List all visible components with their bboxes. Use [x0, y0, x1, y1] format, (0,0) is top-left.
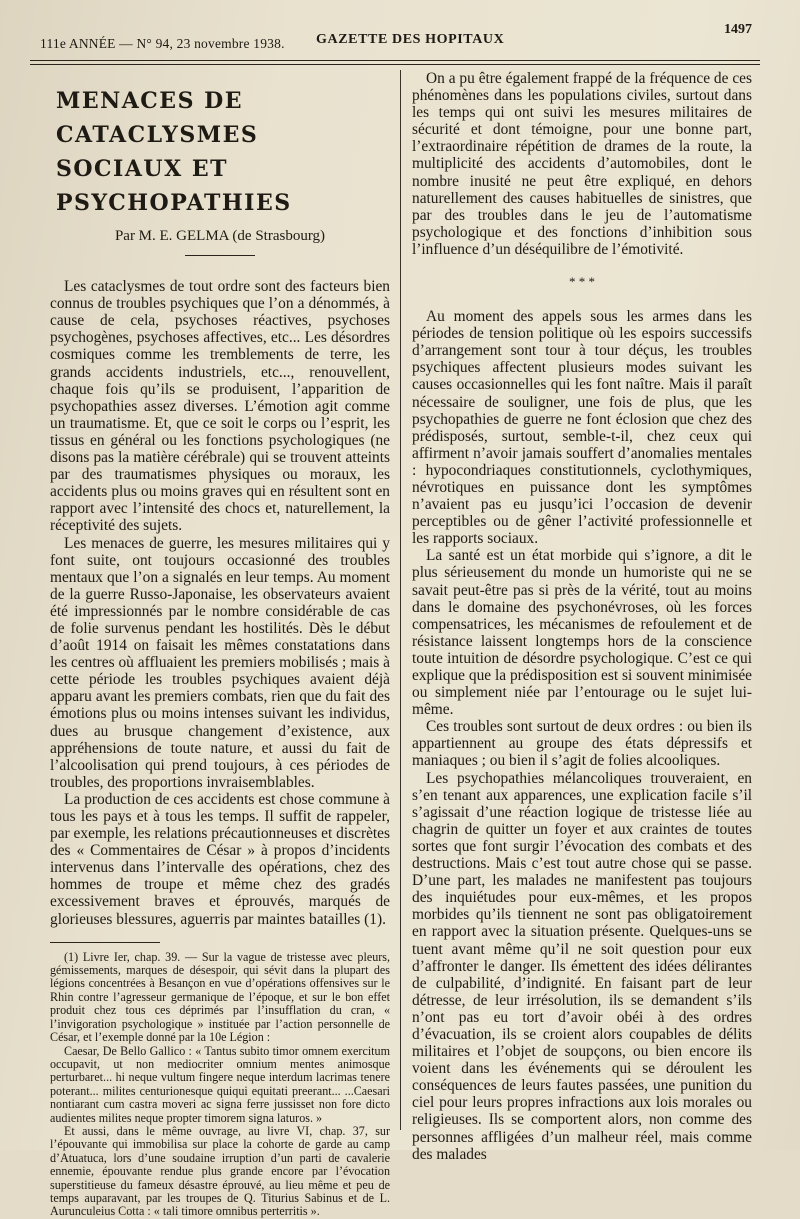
issue-info: 111e ANNÉE — N° 94, 23 novembre 1938. — [40, 36, 285, 51]
header-rule-secondary — [30, 64, 760, 65]
author-byline: Par M. E. GELMA (de Strasbourg) — [114, 228, 326, 244]
paragraph: La santé est un état morbide qui s’ignore, a dit le plus sérieusement du monde un humoriste qui ne se savait peut-être pas si près de la vérité, tout au moins dans le domaine des psychonévroses, où les forces compensatrices, les mécanismes de refoulement et de résistance laissent longtemps hors de la conscience toute intuition de désordre psychologique. C’est ce qui explique que la prédisposition est si souvent minimisée ou simplement niée par l’entourage ou le sujet lui-même. — [412, 547, 752, 719]
title-divider — [185, 255, 255, 256]
page-number: 1497 — [724, 22, 752, 37]
footnote: Et aussi, dans le même ouvrage, au livre VI, chap. 37, sur l’épouvante qui immobilisa sur place la cohorte de garde au camp d’Atuatuca, lors d’une soudaine irruption d’un parti de cavalerie ennemie, épouvante rendue plus grande encore par l’évocation superstitieuse du fameux désastre éprouvé, au lieu même et peu de temps auparavant, par les troupes de Q. Titurius Sabinus et de L. Aurunculeius Cotta : « tali timore omnibus perterritis ». — [50, 1123, 390, 1219]
paragraph: Les cataclysmes de tout ordre sont des facteurs bien connus de troubles psychiques que l’on a dénommés, à cause de cela, psychoses réactives, psychoses psychogènes, psychoses affectives, etc... Les désordres cosmiques comme les tremblements de terre, les grands accidents industriels, etc..., renouvellent, chaque fois qu’ils se produisent, l’apparition de psychopathies assez diverses. L’émotion agit comme un traumatisme. Et, que ce soit le corps ou l’esprit, les tissus en général ou les fonctions psychologiques (ne disons pas la matière cérébrale) qui se trouvent atteints par des traumatismes physiques ou moraux, les accidents plus ou moins graves qui en résultent sont en rapport avec l’intensité des chocs et, naturellement, la réceptivité des sujets. — [50, 278, 390, 535]
footnotes — [50, 951, 390, 1219]
paragraph: On a pu être également frappé de la fréquence de ces phénomènes dans les populations civiles, surtout dans les temps qui ont suivi les mesures militaires de sécurité et dont témoigne, pour une bonne part, l’extraordinaire répétition de drames de la route, la multiplicité des accidents d’automobiles, dont le nombre inusité ne peut être expliqué, en dehors naturellement des causes habituelles de sinistres, que par des troubles dans le jeu de l’automatisme psychologique et des fonctions d’inhibition sous l’influence d’un déséquilibre de l’émotivité. — [412, 70, 752, 258]
title-line-2: SOCIAUX ET PSYCHOPATHIES — [56, 156, 292, 216]
footnote: (1) Livre Ier, chap. 39. — Sur la vague de tristesse avec pleurs, gémissements, marques de désespoir, qui sévit dans la plupart des légions concentrées à Besançon en vue d’opérations offensives sur le Rhin contre l’agresseur germanique de l’époque, et sur le bon effet produit chez tous ces déprimés par l’insufflation du cran, « l’invigoration psychologique » instituée par l’action personnelle de César, et l’exemple donné par la 10e Légion : — [50, 949, 390, 1045]
journal-name: GAZETTE DES HOPITAUX — [316, 32, 505, 47]
paragraph: Les psychopathies mélancoliques trouveraient, en s’en tenant aux apparences, une explication facile s’il s’agissait d’une réaction logique de tristesse liée au chagrin de quitter un foyer et aux craintes de toutes sortes que font surgir l’évocation des combats et des destructions. Mais c’est tout autre chose qui se passe. D’une part, les malades ne manifestent pas toujours des inquiétudes pour eux-mêmes, et les propos morbides qu’ils tiennent ne sont pas obligatoirement en rapport avec la situation présente. Quelques-uns se tuent avant même qu’il ne soit question pour eux d’affronter le danger. Ils émettent des idées délirantes de culpabilité, d’indignité. En faisant part de leur détresse, de leur irrésolution, ils se demandent s’ils n’ont pas eu tort d’avoir obéi à des ordres d’évacuation, ils se croient alors coupables de délits militaires et l’objet de soupçons, ou bien encore ils voient dans les événements qui se déroulent les conséquences de leurs fautes passées, une punition du ciel pour leurs propres infractions aux lois morales ou religieuses. Ils se comportent alors, non comme des personnes affligées d’un malheur réel, mais comme des malades — [412, 769, 752, 1163]
right-column — [412, 70, 752, 1163]
paragraph: Les menaces de guerre, les mesures militaires qui y font suite, ont toujours occasionné des troubles mentaux que l’on a signalés en leur temps. Au moment de la guerre Russo-Japonaise, les observateurs avaient été impressionnés par le nombre considérable de cas de folie survenus pendant les hostilités. Dès le début d’août 1914 on faisait les mêmes constatations dans les centres où affluaient les premiers mobilisés ; mais à cette période les troubles psychiques avaient déjà apparu avant les premiers combats, rien que du fait des émotions plus ou moins intenses suivant les individus, dues au brusque changement d’existence, aux appréhensions de toute nature, et aussi du fait de l’alcoolisation qui prend toujours, à ces périodes de troubles, des proportions invraisemblables. — [50, 534, 390, 791]
title-line-1: MENACES DE CATACLYSMES — [56, 88, 259, 148]
section-separator: * * * — [569, 274, 595, 290]
left-column — [50, 70, 390, 1219]
paragraph: La production de ces accidents est chose commune à tous les pays et à tous les temps. Il suffit de rappeler, par exemple, les relations précautionneuses et discrètes des « Commentaires de César » à propos d’incidents intervenus dans l’intervalle des opérations, chez des hommes de troupe et même chez des gradés excessivement braves et éprouvés, marqués de glorieuses blessures, aguerris par maintes batailles (1). — [50, 790, 390, 928]
page-header — [40, 22, 752, 56]
column-divider — [400, 70, 401, 1130]
paragraph: Ces troubles sont surtout de deux ordres : ou bien ils appartiennent au groupe des états dépressifs et maniaques ; ou bien il s’agit de folies alcooliques. — [412, 718, 752, 770]
footnote: Caesar, De Bello Gallico : « Tantus subito timor omnem exercitum occupavit, ut non mediocriter omnium mentes animosque perturbaret... hi neque vultum fingere neque interdum lacrimas tenere poterant... milites centurionesque quiqui equitati preerant... ...Caesari nontiarant cum castra moveri ac signa ferre jussisset non fore dicto audientes milites neque propter timorem signa laturos. » — [50, 1043, 390, 1125]
paragraph: Au moment des appels sous les armes dans les périodes de tension politique où les espoirs successifs d’arrangement sont tour à tour déçus, les troubles psychiques affectent plusieurs modes suivant les causes occasionnelles qui les font naître. Mais il paraît nécessaire de souligner, une fois de plus, que les psychopathies de guerre ne font éclosion que chez des prédisposés, surtout, semble-t-il, chez ceux qui affirment n’avoir jamais souffert d’anomalies mentales : hypocondriaques constitutionnels, cyclothymiques, névrotiques en puissance dont les symptômes n’avaient pas eu jusqu’ici l’occasion de devenir perceptibles ou de gêner l’activité professionnelle et les rapports sociaux. — [412, 308, 752, 548]
footnote-divider — [50, 942, 160, 943]
header-rule — [30, 60, 760, 61]
article-title — [56, 84, 390, 220]
